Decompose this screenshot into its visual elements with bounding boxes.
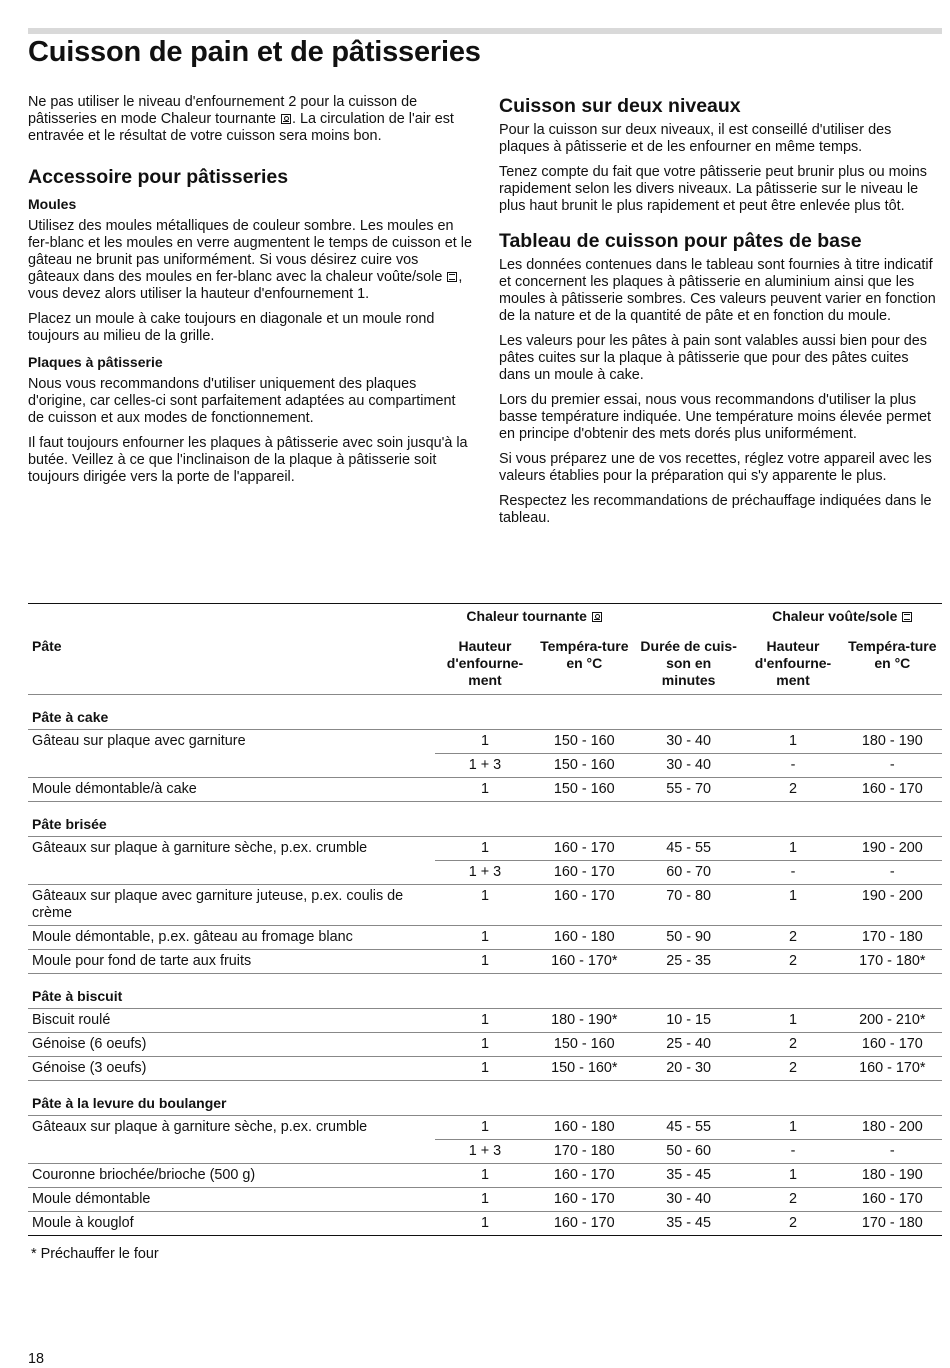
section-title: Pâte brisée (28, 802, 942, 837)
tableau-paragraph-1: Les données contenues dans le tableau sont fournies à titre indicatif et concernent les plaques à pâtisserie en aluminium ainsi que les moules à pâtisserie sombres. Ces valeurs peuvent varier en fonction de la nature et de la quantité de pâte et en fonction du moule. (499, 257, 936, 324)
group-chaleur-voute-sole: Chaleur voûte/sole (743, 604, 942, 639)
table-row (28, 926, 942, 950)
table-cell: 1 (743, 730, 842, 754)
table-cell: 160 - 170* (535, 950, 634, 974)
table-cell: 1 (435, 837, 534, 861)
footnote: * Préchauffer le four (31, 1246, 159, 1262)
table-cell: 170 - 180 (535, 1140, 634, 1164)
table-cell: 1 (435, 1116, 534, 1140)
table-cell: 1 (743, 885, 842, 926)
table-cell: 150 - 160 (535, 754, 634, 778)
table-cell: 180 - 200 (843, 1116, 942, 1140)
table-cell: 30 - 40 (634, 1188, 743, 1212)
table-cell: 190 - 200 (843, 885, 942, 926)
table-cell: 30 - 40 (634, 754, 743, 778)
table-cell: 1 + 3 (435, 1140, 534, 1164)
table-cell: 170 - 180 (843, 1212, 942, 1236)
table-cell: 190 - 200 (843, 837, 942, 861)
table-cell: 45 - 55 (634, 837, 743, 861)
table-cell: 1 + 3 (435, 754, 534, 778)
table-cell: 150 - 160 (535, 778, 634, 802)
table-row (28, 730, 942, 754)
table-cell: 1 (435, 950, 534, 974)
row-label: Moule pour fond de tarte aux fruits (28, 950, 435, 974)
table-row (28, 1188, 942, 1212)
section-title: Pâte à biscuit (28, 974, 942, 1009)
row-label: Couronne briochée/brioche (500 g) (28, 1164, 435, 1188)
table-cell: 160 - 180 (535, 1116, 634, 1140)
table-cell: 1 (435, 885, 534, 926)
top-rule (28, 28, 942, 34)
col-header-temperature: Tempéra-ture en °C (535, 638, 634, 695)
row-label: Moule démontable/à cake (28, 778, 435, 802)
table-row (28, 1057, 942, 1081)
section-row (28, 974, 942, 1009)
table-row (28, 1164, 942, 1188)
row-label: Gâteau sur plaque avec garniture (32, 733, 246, 749)
table-cell: 160 - 170 (843, 1033, 942, 1057)
table-row (28, 861, 942, 885)
tableau-paragraph-4: Si vous préparez une de vos recettes, réglez votre appareil avec les valeurs établies pour la préparation qui s'y apparente le plus. (499, 451, 932, 484)
table-cell: 200 - 210* (843, 1009, 942, 1033)
col-header-duree: Durée de cuis-son en minutes (634, 638, 743, 695)
intro-paragraph: Ne pas utiliser le niveau d'enfournement 2 pour la cuisson de pâtisseries en mode Chaleur tournante . La circulation de l'air est entravée et le résultat de votre cuisson sera moins bon. (28, 94, 454, 144)
table-cell: 160 - 170* (843, 1057, 942, 1081)
table-cell: 2 (743, 1033, 842, 1057)
group-chaleur-tournante: Chaleur tournante (435, 604, 634, 639)
table-cell: 160 - 170 (843, 1188, 942, 1212)
table-cell: 25 - 35 (634, 950, 743, 974)
plaques-paragraph-1: Nous vous recommandons d'utiliser uniquement des plaques d'origine, car celles-ci sont parfaitement adaptées au compartiment de cuisson et aux modes de fonctionnement. (28, 376, 456, 426)
col-header-pate: Pâte (28, 638, 435, 695)
tableau-paragraph-2: Les valeurs pour les pâtes à pain sont valables aussi bien pour des pâtes cuites sur la plaque à pâtisserie que pour des pâtes cuites dans un moule à cake. (499, 333, 927, 383)
row-label: Génoise (6 oeufs) (28, 1033, 435, 1057)
table-cell: 2 (743, 778, 842, 802)
table-cell: 2 (743, 950, 842, 974)
top-bottom-heat-icon (902, 612, 912, 622)
table-cell: 170 - 180 (843, 926, 942, 950)
table-cell: 2 (743, 1188, 842, 1212)
table-cell: 60 - 70 (634, 861, 743, 885)
row-label (28, 754, 435, 778)
row-label: Biscuit roulé (28, 1009, 435, 1033)
right-column (499, 94, 939, 535)
table-cell: 30 - 40 (634, 730, 743, 754)
table-cell: 1 (435, 1033, 534, 1057)
table-cell: - (843, 1140, 942, 1164)
section-row (28, 802, 942, 837)
table-row (28, 778, 942, 802)
row-label: Gâteaux sur plaque à garniture sèche, p.ex. crumble (32, 840, 368, 856)
row-label: Gâteaux sur plaque à garniture sèche, p.ex. crumble (32, 1119, 368, 1135)
table-cell: 150 - 160* (535, 1057, 634, 1081)
table-cell: 150 - 160 (535, 730, 634, 754)
top-bottom-heat-icon (447, 272, 457, 282)
table-cell: 2 (743, 1212, 842, 1236)
deux-paragraph-2: Tenez compte du fait que votre pâtisserie peut brunir plus ou moins rapidement selon les divers niveaux. La pâtisserie sur le niveau le plus haut brunit le plus rapidement et peut être enlevée plus tôt. (499, 164, 927, 214)
table-row (28, 837, 942, 861)
plaques-paragraph-2: Il faut toujours enfourner les plaques à pâtisserie avec soin jusqu'à la butée. Veillez à ce que l'inclinaison de la plaque à pâtisserie soit toujours dirigée vers la porte de l'appareil. (28, 435, 468, 485)
table-row (28, 885, 942, 926)
table-cell: 1 (435, 926, 534, 950)
section-title: Pâte à la levure du boulanger (28, 1081, 942, 1116)
table-cell: 160 - 170 (535, 861, 634, 885)
fan-heat-icon (281, 114, 291, 124)
table-cell: 50 - 60 (634, 1140, 743, 1164)
table-cell: 50 - 90 (634, 926, 743, 950)
table-cell: 2 (743, 926, 842, 950)
col-header-temperature-2: Tempéra-ture en °C (843, 638, 942, 695)
table-cell: 1 (435, 778, 534, 802)
table-cell: 1 (743, 1164, 842, 1188)
table-row (28, 1033, 942, 1057)
table-cell: - (843, 861, 942, 885)
table-cell: 1 (435, 1164, 534, 1188)
table-cell: - (843, 754, 942, 778)
table-body (28, 695, 942, 1236)
table-cell: 150 - 160 (535, 1033, 634, 1057)
baking-table (28, 603, 942, 1236)
row-label: Moule démontable (28, 1188, 435, 1212)
table-cell: 1 (435, 730, 534, 754)
table-cell: 1 (743, 837, 842, 861)
table-cell: 70 - 80 (634, 885, 743, 926)
table-cell: 10 - 15 (634, 1009, 743, 1033)
table-row (28, 1009, 942, 1033)
section-row (28, 1081, 942, 1116)
fan-heat-icon (592, 612, 602, 622)
table-row (28, 1140, 942, 1164)
table-cell: 35 - 45 (634, 1164, 743, 1188)
table-cell: - (743, 861, 842, 885)
heading-moules: Moules (28, 196, 77, 212)
table-cell: 180 - 190 (843, 1164, 942, 1188)
table-cell: 160 - 170 (535, 1188, 634, 1212)
table-row (28, 950, 942, 974)
heading-deux-niveaux: Cuisson sur deux niveaux (499, 95, 741, 117)
col-header-hauteur: Hauteur d'enfourne-ment (435, 638, 534, 695)
table-cell: 160 - 180 (535, 926, 634, 950)
table-cell: 1 + 3 (435, 861, 534, 885)
table-cell: 160 - 170 (843, 778, 942, 802)
table-cell: 1 (743, 1009, 842, 1033)
table-cell: 1 (435, 1009, 534, 1033)
table-cell: 160 - 170 (535, 1164, 634, 1188)
table-row (28, 754, 942, 778)
heading-accessoire: Accessoire pour pâtisseries (28, 166, 289, 188)
tableau-paragraph-5: Respectez les recommandations de préchauffage indiquées dans le tableau. (499, 493, 932, 526)
table-cell: 1 (435, 1188, 534, 1212)
table-cell: 1 (435, 1212, 534, 1236)
table-cell: - (743, 1140, 842, 1164)
table-cell: 1 (743, 1116, 842, 1140)
page-number: 18 (28, 1351, 45, 1367)
table-row (28, 1212, 942, 1236)
moules-paragraph-2: Placez un moule à cake toujours en diagonale et un moule rond toujours au milieu de la grille. (28, 311, 435, 344)
page-title: Cuisson de pain et de pâtisseries (28, 36, 481, 68)
table-cell: 180 - 190 (843, 730, 942, 754)
col-header-hauteur-2: Hauteur d'enfourne-ment (743, 638, 842, 695)
row-label: Génoise (3 oeufs) (28, 1057, 435, 1081)
row-label: Gâteaux sur plaque avec garniture juteuse, p.ex. coulis de crème (28, 885, 435, 926)
row-label: Moule à kouglof (28, 1212, 435, 1236)
heading-tableau: Tableau de cuisson pour pâtes de base (499, 230, 862, 252)
section-title: Pâte à cake (28, 695, 942, 730)
table-cell: 20 - 30 (634, 1057, 743, 1081)
table-cell: - (743, 754, 842, 778)
moules-paragraph-1: Utilisez des moules métalliques de couleur sombre. Les moules en fer-blanc et les moules en verre augmentent le temps de cuisson et le gâteau ne brunit pas uniformément. Si vous désirez cuire vos gâteaux dans des moules en fer-blanc avec la chaleur voûte/sole , vous devez alors utiliser la hauteur d'enfournement 1. (28, 218, 472, 302)
table-cell: 160 - 170 (535, 837, 634, 861)
heading-plaques: Plaques à pâtisserie (28, 354, 163, 370)
table-cell: 2 (743, 1057, 842, 1081)
table-cell: 160 - 170 (535, 885, 634, 926)
table-cell: 25 - 40 (634, 1033, 743, 1057)
table-cell: 170 - 180* (843, 950, 942, 974)
table-cell: 35 - 45 (634, 1212, 743, 1236)
table-cell: 45 - 55 (634, 1116, 743, 1140)
table-row (28, 1116, 942, 1140)
deux-paragraph-1: Pour la cuisson sur deux niveaux, il est conseillé d'utiliser des plaques à pâtisserie et de les enfourner en même temps. (499, 122, 892, 155)
row-label: Moule démontable, p.ex. gâteau au fromage blanc (28, 926, 435, 950)
left-column (28, 94, 472, 494)
table-cell: 1 (435, 1057, 534, 1081)
section-row (28, 695, 942, 730)
tableau-paragraph-3: Lors du premier essai, nous vous recommandons d'utiliser la plus basse température indiquée. Une température moins élevée permet en principe d'obtenir des mets dorés plus uniformément. (499, 392, 931, 442)
row-label (28, 1140, 435, 1164)
row-label (28, 861, 435, 885)
table-cell: 160 - 170 (535, 1212, 634, 1236)
table-cell: 180 - 190* (535, 1009, 634, 1033)
table-cell: 55 - 70 (634, 778, 743, 802)
